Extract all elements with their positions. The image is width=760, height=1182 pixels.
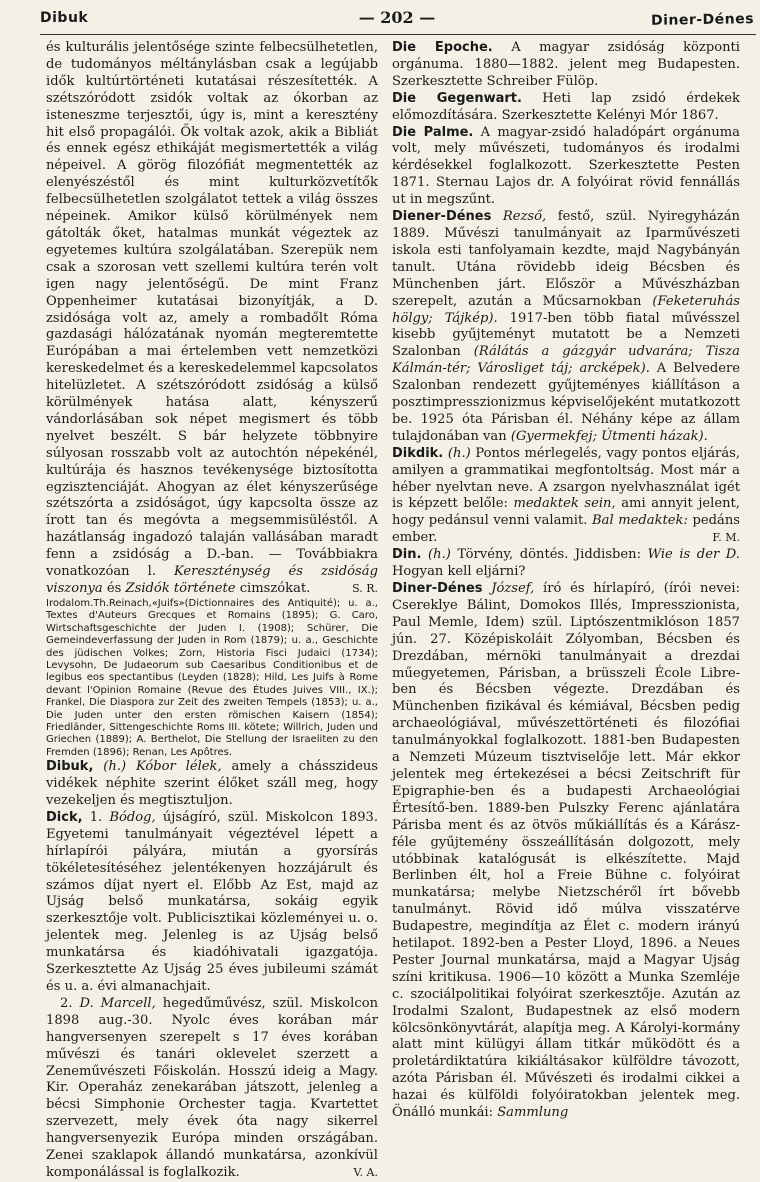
page-number: — 202 — [358, 8, 436, 27]
left-column [46, 40, 378, 1182]
entry-dick: Dick, 1. Bódog, újságíró, szül. Miskolcon 1893. Egyetemi tanulmányait végeztével lépett a hírlapírói pályára, miután a gyorsírás tökéletesítéséhez jelentékenyen hozzájárult és számos díjat nyert el. Előbb Az Est, majd az Ujság belső munkatársa, sokáig egyik szerkesztője volt. Publicisztikai közleményei u. o. jelentek meg. Jelenleg is az Ujság belső munkatársa és kiadóhivatali igazgatója. Szerkesztette Az Ujság 25 éves jubileumi számát és u. a. évi almanachjait. [46, 809, 379, 994]
entry-din: Din. (h.) Törvény, döntés. Jiddisben: Wie is der D. Hogyan kell eljárni? [392, 547, 740, 580]
diaspora-entry-continuation: és kulturális jelentősége szinte felbecsülhetetlen, de tudományos méltánylásban csak a legújabb idők kultúrtörténeti kutatásai részesítették. A szétszóródott zsidók voltak az ókorban az isteneszme terjesztői, úgy is, mint a keresztény hit első propagálói. Ők voltak azok, akik a Bibliát és ennek egész ethikáját megismertették a világ népeivel. A görög filozófiát megmentették az elenyészéstől és mint kulturközvetítők felbecsülhetetlen szolgálatot tettek a világ összes népeinek. Amikor külső körülmények nem gátolták őket, hatalmas munkát végeztek az egyetemes kultúra szolgálatában. Szerepük nem csak a szorosan vett szellemi kultúra terén volt igen nagy jelentőségű. De mint Franz Oppenheimer kutatásai bizonyítják, a D. zsidósága volt az, amely a rombadőlt Róma gazdasági hálózatának nyomán megteremtette Európában a mai értelemben vett nemzetközi kereskedelmet és a kereskedelemmel kapcsolatos hitelüzletet. A szétszóródott zsidóság a külső körülmények hatása alatt, kényszerű vándorlásában sok népet megismert és több nyelvet beszélt. S bár helyzete többnyire súlyosan rosszabb volt az autochtón népekénél, kultúrája és hasznos tevékenysége biztosította egzisztenciáját. Ahogyan az élet kényszerűsége szétszórta a zsidóságot, úgy kapcsolta össze az írott tan és megóvta a megsemmisüléstől. A hazátlanság ingadozó talaján vallásában maradt fenn a zsidóság a D.-ban. — Továbbiakra vonatkozóan l. Kereszténység és zsidóság viszonya és Zsidók története cimszókat. S. R. [46, 40, 378, 596]
author-signature: V. A. [353, 1165, 378, 1179]
right-column [392, 40, 740, 1122]
header-left-headword: Dibuk [40, 10, 89, 26]
entry-die-epoche: Die Epoche. A magyar zsidóság központi orgánuma. 1880—1882. jelent meg Budapesten. Szerkesztette Schreiber Fülöp. [392, 40, 740, 89]
headword: Die Epoche. [392, 40, 493, 55]
author-signature: F. M. [712, 531, 740, 545]
headword: Dibuk, [46, 759, 94, 775]
header-rule [40, 34, 756, 35]
entry-dibuk: Dibuk, (h.) Kóbor lélek, amely a chásszideus vidékek néphite szerint élőket száll meg, hogy vezekeljen és megtisztuljon. [46, 759, 378, 808]
headword: Dick, [46, 809, 83, 825]
entry-die-palme: Die Palme. A magyar-zsidó haladópárt orgánuma volt, mely művészeti, tudományos és irodalmi kérdésekkel foglalkozott. Szerkesztette Pesten 1871. Sternau Lajos dr. A folyóirat rövid fennállás ut in megszűnt. [392, 124, 740, 208]
headword: Die Palme. [392, 124, 474, 140]
headword: Dikdik. [392, 445, 444, 461]
headword: Diner-Dénes [392, 581, 483, 596]
entry-die-gegenwart: Die Gegenwart. Heti lap zsidó érdekek előmozdítására. Szerkesztette Kelényi Mór 1867. [392, 90, 740, 123]
header-right-headword: Diner-Dénes [650, 11, 755, 29]
entry-diner-denes-jozsef: Diner-Dénes József, író és hírlapíró, (írói nevei: Csereklye Bálint, Domokos Illés, Impresszionista, Paul Memle, Idem) szül. Liptószentmiklóson 1857 jún. 27. Középiskoláit Zólyomban, Bécsben és Drezdában, mérnöki tanulmányait a drezdai műegyetemen, Párisban, a brüsszeli École Libre-ben és Bécsben végezte. Drezdában és Münchenben fizikával és kémiával, Bécsben pedig archaeológiával, művészettörténeti és filozófiai tanulmányokkal foglalkozott. 1881-ben Budapesten a Nemzeti Múzeum tisztviselője lett. Már ekkor jelentek meg értekezései a bécsi Zeitschrift für Epigraphie-ben és a budapesti Archaeológiai Értesítő-ben. 1889-ben Pulszky Ferenc ajánlatára Párisba ment és az ötvös műkiállítás és a Kárász-féle gyűjtemény összeállításán dolgozott, mely utóbbinak katalógusát is elkészítette. Majd Berlinben élt, hol a Freie Bühne c. folyóirat munkatársa; melybe Nietzschéről írt bővebb tanulmányt. Rövid idő múlva visszatérve Budapestre, megindítja az Élet c. modern irányú hetilapot. 1892-ben a Pester Lloyd, 1896. a Neues Pester Journal munkatársa, majd a Magyar Ujság színi kritikusa. 1906—10 között a Munka Szemléje c. szociálpolitikai folyóirat szerkesztője. Azután az Irodalmi Szalont, Budapestnek az első modern kölcsönkönyvtárát, alapítja meg. A Károlyi-kormány alatt mint külügyi állam titkár működött és a proletárdiktatúra kikiáltásakor külföldre távozott, azóta Párisban él. Művészeti és irodalmi cikkei a hazai és külföldi folyóiratokban jelentek meg. Önálló munkái: Sammlung [392, 581, 740, 1121]
headword: Die Gegenwart. [392, 90, 522, 106]
bibliography: Irodalom.Th.Reinach,«Juifs»(Dictionnaires des Antiquité); u. a., Textes d'Auteurs Grecques et Romains (1895); G. Caro, Wirtschaftsgeschichte der Juden I. (1908); Schürer, Die Gemeindeverfassung der Juden in Rom (1879); u. a., Geschichte des jüdischen Volkes; Zorn, Historia Fisci Judaici (1734); Levysohn, De Judaeorum sub Caesaribus Conditionibus et de legibus eos spectantibus (Leyden (1828); Hild, Les Juifs à Rome devant l'Opinion Romaine (Revue des Études Juives VIII., IX.); Frankel, Die Diaspora zur Zeit des zweiten Tempels (1853); u. a., Die Juden unter den ersten römischen Kaisern (1854); Friedländer, Sittengeschichte Roms III. kötete; Willrich, Juden und Griechen (1889); A. Berthelot, Die Stellung der Israeliten zu den Fremden (1896); Renan, Les Apôtres. [46, 597, 378, 758]
entry-dikdik: Dikdik. (h.) Pontos mérlegelés, vagy pontos eljárás, amilyen a grammatikai megfontoltság. Most már a héber nyelvtan neve. A zsargon nyelvhasználat igét is képzett belőle: medaktek sein, ami annyit jelent, hogy pedánsul venni valamit. Bal medaktek: pedáns ember. F. M. [392, 445, 741, 546]
entry-dick-marcell: 2. D. Marcell, hegedűművész, szül. Miskolcon 1898 aug.-30. Nyolc éves korában már hangversenyen szerepelt s 17 éves korában művészi és tanári oklevelet szerzett a Zeneművészeti Főiskolán. Hosszú ideig a Magy. Kir. Operaház zenekarában játszott, jelenleg a bécsi Simphonie Orchester tagja. Kvartettet szervezett, mely évek óta nagy sikerrel hangversenyezik Európa minden országában. Zenei szaklapok állandó munkatársa, azonkívül komponálással is foglalkozik. V. A. [46, 995, 379, 1180]
headword: Diener-Dénes [392, 209, 492, 225]
page-header [40, 6, 754, 30]
headword: Din. [392, 547, 422, 563]
entry-diener-denes-rezso: Diener-Dénes Rezső, festő, szül. Nyiregyházán 1889. Művészi tanulmányait az Iparművészeti iskola esti tanfolyamain kezdte, majd Nagybányán tanult. Utána rövidebb ideig Bécsben és Münchenben járt. Először a Művészházban szerepelt, azután a Műcsarnokban (Feketeruhás hölgy; Tájkép). 1917-ben több fiatal művésszel kisebb gyűjteményt mutatott be a Nemzeti Szalonban (Rálátás a gázgyár udvarára; Tisza Kálmán-tér; Városliget táj; arcképek). A Belvedere Szalonban rendezett gyűjteményes kiállításon a posztimpresszionizmus képviselőjeként mutatkozott be. 1925 óta Párisban él. Néhány képe az állam tulajdonában van (Gyermekfej; Útmenti házak). [392, 209, 740, 444]
author-signature: S. R. [352, 582, 378, 595]
